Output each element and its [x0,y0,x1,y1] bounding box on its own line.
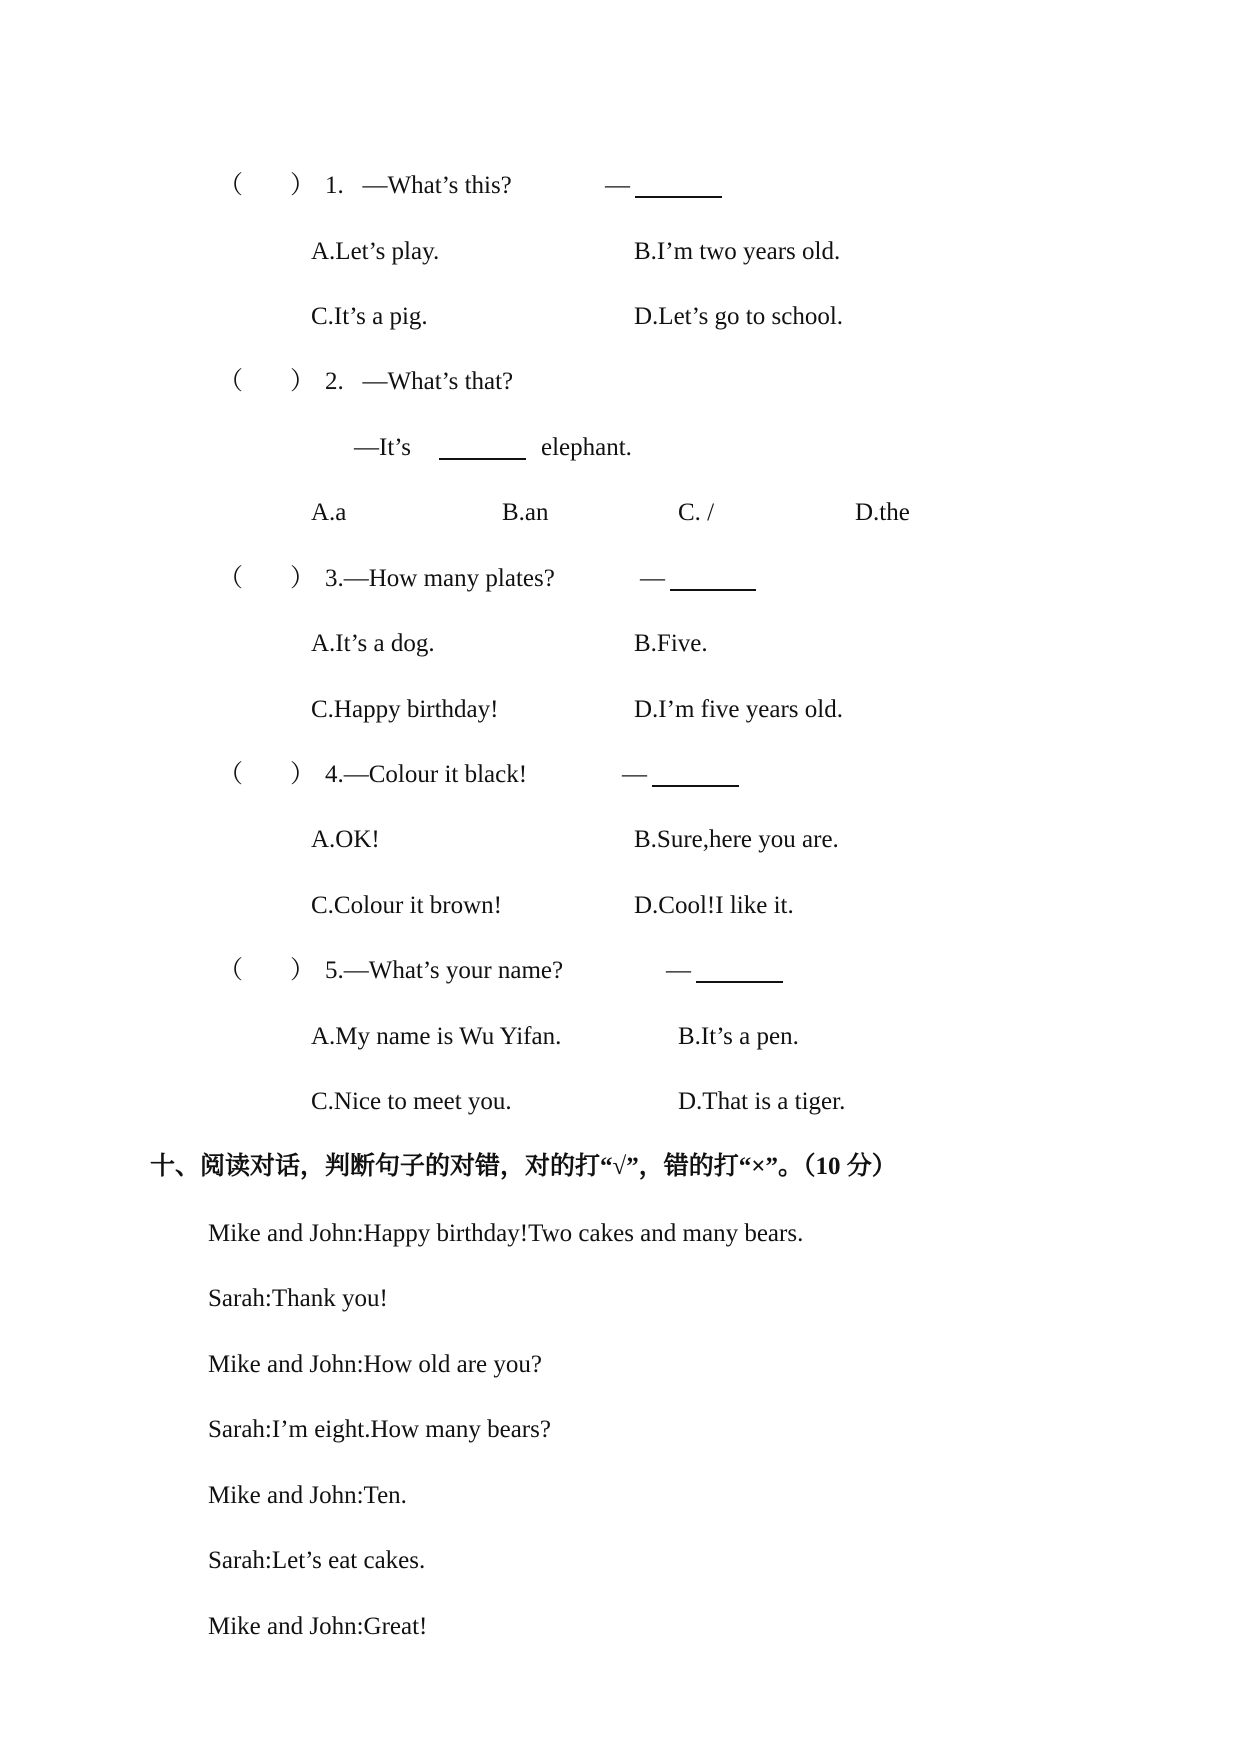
question-5-prompt: 5.—What’s your name? [325,957,564,984]
question-4-answer-dash: — [622,761,647,788]
question-1-option-a: A.Let’s play. [311,238,440,265]
question-5-option-a: A.My name is Wu Yifan. [311,1023,562,1050]
question-4-answer-blank[interactable] [652,759,739,787]
question-2-option-a: A.a [311,499,347,526]
answer-paren-close: ） [290,368,316,395]
question-1-option-c: C.It’s a pig. [311,303,428,330]
answer-paren-open: （ [218,761,244,788]
question-5-option-d: D.That is a tiger. [678,1088,846,1115]
dialogue-line: Mike and John:Ten. [208,1482,407,1509]
question-2-reply-start: —It’s [354,434,411,461]
question-1-answer-blank[interactable] [635,170,722,198]
question-1-prompt: 1. —What’s this? [325,172,512,199]
dialogue-line: Sarah:Thank you! [208,1285,388,1312]
question-5-answer-blank[interactable] [696,955,783,983]
question-4-option-a: A.OK! [311,826,380,853]
dialogue-line: Sarah:I’m eight.How many bears? [208,1416,551,1443]
question-3-prompt: 3.—How many plates? [325,565,555,592]
answer-paren-open: （ [218,368,244,395]
question-4-option-b: B.Sure,here you are. [634,826,839,853]
question-3-answer-dash: — [640,565,665,592]
dialogue-line: Sarah:Let’s eat cakes. [208,1547,426,1574]
question-4-option-c: C.Colour it brown! [311,892,502,919]
answer-paren-close: ） [290,761,316,788]
question-2-option-b: B.an [502,499,549,526]
question-1-option-b: B.I’m two years old. [634,238,841,265]
answer-paren-close: ） [290,565,316,592]
question-5-option-c: C.Nice to meet you. [311,1088,512,1115]
question-3-option-a: A.It’s a dog. [311,630,435,657]
question-4-prompt: 4.—Colour it black! [325,761,528,788]
question-3-answer-blank[interactable] [670,563,756,591]
question-1-option-d: D.Let’s go to school. [634,303,844,330]
answer-paren-open: （ [218,172,244,199]
question-2-answer-blank[interactable] [439,432,526,460]
question-5-option-b: B.It’s a pen. [678,1023,799,1050]
dialogue-line: Mike and John:How old are you? [208,1351,542,1378]
question-2-option-d: D.the [855,499,910,526]
dialogue-line: Mike and John:Happy birthday!Two cakes and many bears. [208,1220,804,1247]
section-heading: 十、阅读对话，判断句子的对错，对的打“√”，错的打“×”。（10 分） [150,1153,897,1180]
question-2-prompt: 2. —What’s that? [325,368,514,395]
answer-paren-open: （ [218,957,244,984]
question-3-option-c: C.Happy birthday! [311,696,499,723]
question-1-answer-dash: — [605,172,630,199]
question-4-option-d: D.Cool!I like it. [634,892,794,919]
answer-paren-close: ） [290,172,316,199]
question-2-reply-end: elephant. [541,434,632,461]
question-3-option-d: D.I’m five years old. [634,696,843,723]
answer-paren-open: （ [218,565,244,592]
question-5-answer-dash: — [666,957,691,984]
question-2-option-c: C. / [678,499,715,526]
answer-paren-close: ） [290,957,316,984]
dialogue-line: Mike and John:Great! [208,1613,428,1640]
question-3-option-b: B.Five. [634,630,708,657]
